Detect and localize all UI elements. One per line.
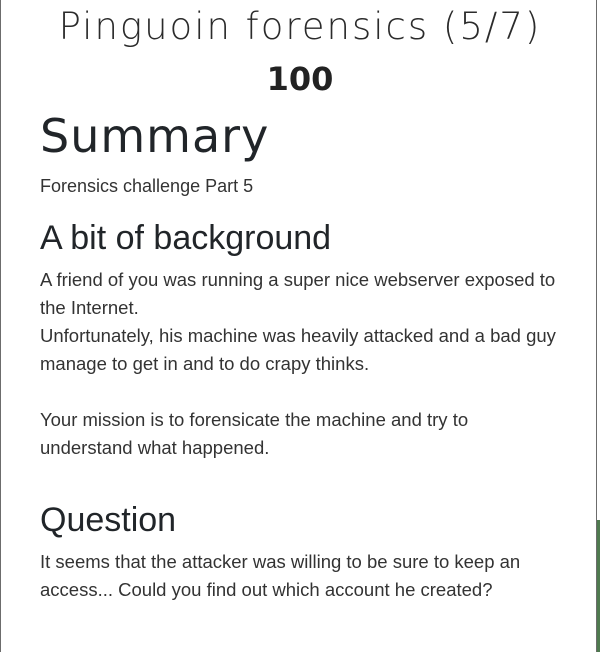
summary-heading: Summary (40, 109, 270, 163)
question-heading: Question (40, 501, 177, 539)
background-line: manage to get in and to do crapy thinks. (40, 353, 370, 374)
background-line: Your mission is to forensicate the machine and try to (40, 409, 469, 430)
paragraph-break (40, 378, 570, 406)
challenge-points: 100 (266, 60, 334, 98)
challenge-title: Pinguoin forensics (5/7) (58, 5, 542, 48)
background-line: understand what happened. (40, 437, 270, 458)
question-line: It seems that the attacker was willing to be sure to keep an (40, 551, 521, 572)
question-line: access... Could you find out which account he created? (40, 579, 493, 600)
background-line: A friend of you was running a super nice webserver exposed to (40, 269, 556, 290)
summary-text: Forensics challenge Part 5 (40, 176, 254, 196)
background-paragraph (40, 266, 570, 462)
background-heading: A bit of background (40, 219, 332, 257)
background-line: the Internet. (40, 297, 139, 318)
challenge-description (40, 106, 570, 604)
background-line: Unfortunately, his machine was heavily attacked and a bad guy (40, 325, 556, 346)
question-paragraph (40, 548, 570, 604)
